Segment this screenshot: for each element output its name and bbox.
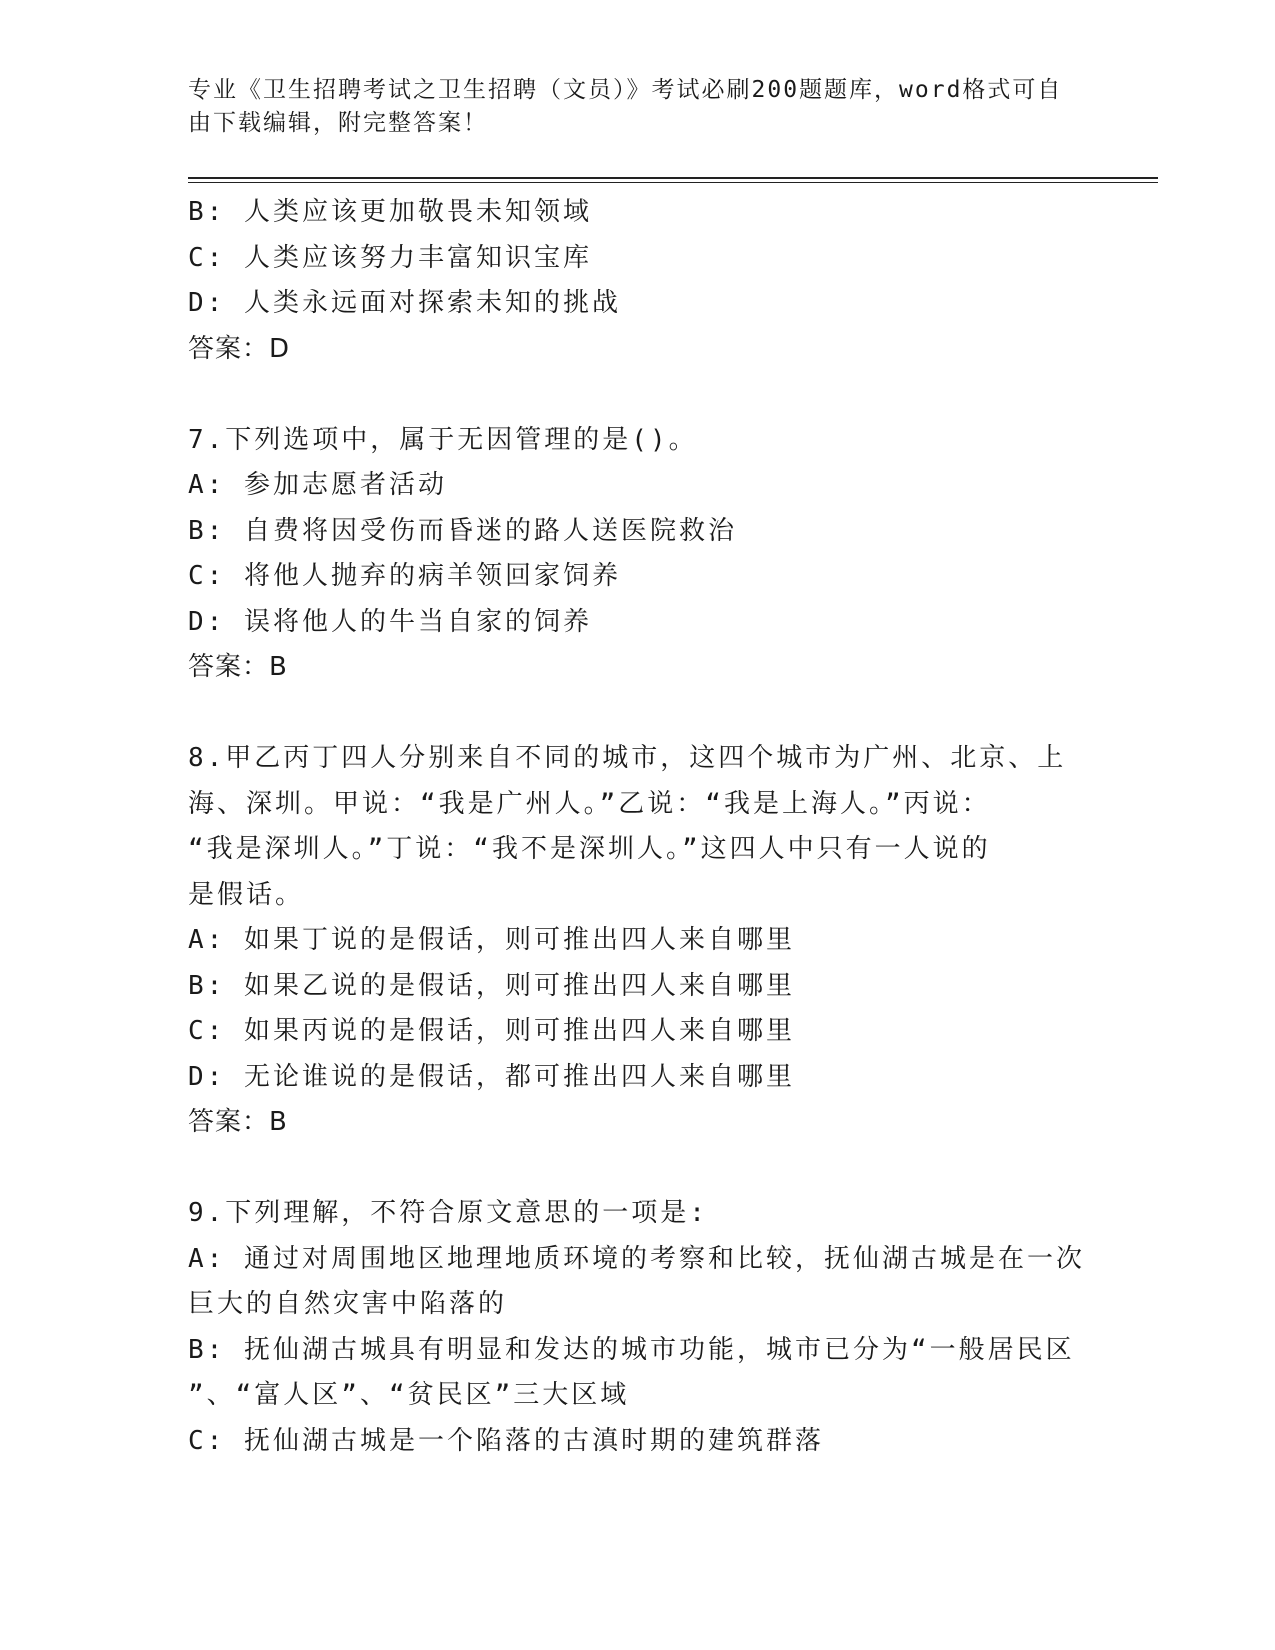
question-6-continued — [188, 190, 1088, 372]
question-stem-line-4: 是假话。 — [188, 879, 305, 910]
option-a-line-2: 巨大的自然灾害中陷落的 — [188, 1289, 508, 1319]
option-d: D: 人类永远面对探索未知的挑战 — [188, 288, 621, 318]
question-stem-line-3: “我是深圳人。”丁说：“我不是深圳人。”这四人中只有一人说的 — [188, 834, 991, 864]
option-b: B: 如果乙说的是假话，则可推出四人来自哪里 — [188, 970, 795, 1001]
option-c: C: 人类应该努力丰富知识宝库 — [188, 242, 592, 273]
option-d: D: 无论谁说的是假话，都可推出四人来自哪里 — [188, 1061, 795, 1092]
option-c: C: 抚仙湖古城是一个陷落的古滇时期的建筑群落 — [188, 1425, 824, 1456]
option-a: A: 如果丁说的是假话，则可推出四人来自哪里 — [188, 925, 795, 955]
option-d: D: 误将他人的牛当自家的饲养 — [188, 606, 592, 637]
answer: 答案：D — [188, 333, 291, 364]
question-8 — [188, 736, 1088, 1146]
question-9 — [188, 1191, 1088, 1464]
answer: 答案：B — [188, 652, 288, 682]
option-b-line-1: B: 抚仙湖古城具有明显和发达的城市功能，城市已分为“一般居民区 — [188, 1334, 1075, 1365]
spacer — [188, 372, 1088, 418]
header-rule-thick — [188, 177, 1158, 179]
header-rule-thin — [188, 182, 1158, 183]
question-content — [188, 190, 1088, 1464]
option-c: C: 将他人抛弃的病羊领回家饲养 — [188, 561, 621, 591]
option-b-line-2: ”、“富人区”、“贫民区”三大区域 — [188, 1380, 630, 1410]
option-a-line-1: A: 通过对周围地区地理地质环境的考察和比较，抚仙湖古城是在一次 — [188, 1243, 1085, 1274]
option-b: B: 自费将因受伤而昏迷的路人送医院救治 — [188, 515, 737, 546]
page-header: 专业《卫生招聘考试之卫生招聘（文员）》考试必刷200题题库，word格式可自由下载编辑，附完整答案！ — [188, 77, 1063, 136]
option-a: A: 参加志愿者活动 — [188, 470, 447, 500]
option-b: B: 人类应该更加敬畏未知领域 — [188, 197, 592, 227]
question-stem-line-2: 海、深圳。甲说：“我是广州人。”乙说：“我是上海人。”丙说： — [188, 788, 991, 819]
question-stem-line-1: 8.甲乙丙丁四人分别来自不同的城市，这四个城市为广州、北京、上 — [188, 743, 1067, 773]
answer: 答案：B — [188, 1107, 288, 1137]
spacer — [188, 1146, 1088, 1192]
spacer — [188, 691, 1088, 737]
question-stem: 9.下列理解，不符合原文意思的一项是: — [188, 1198, 708, 1228]
option-c: C: 如果丙说的是假话，则可推出四人来自哪里 — [188, 1016, 795, 1046]
question-stem: 7.下列选项中，属于无因管理的是()。 — [188, 424, 698, 455]
question-7 — [188, 418, 1088, 691]
